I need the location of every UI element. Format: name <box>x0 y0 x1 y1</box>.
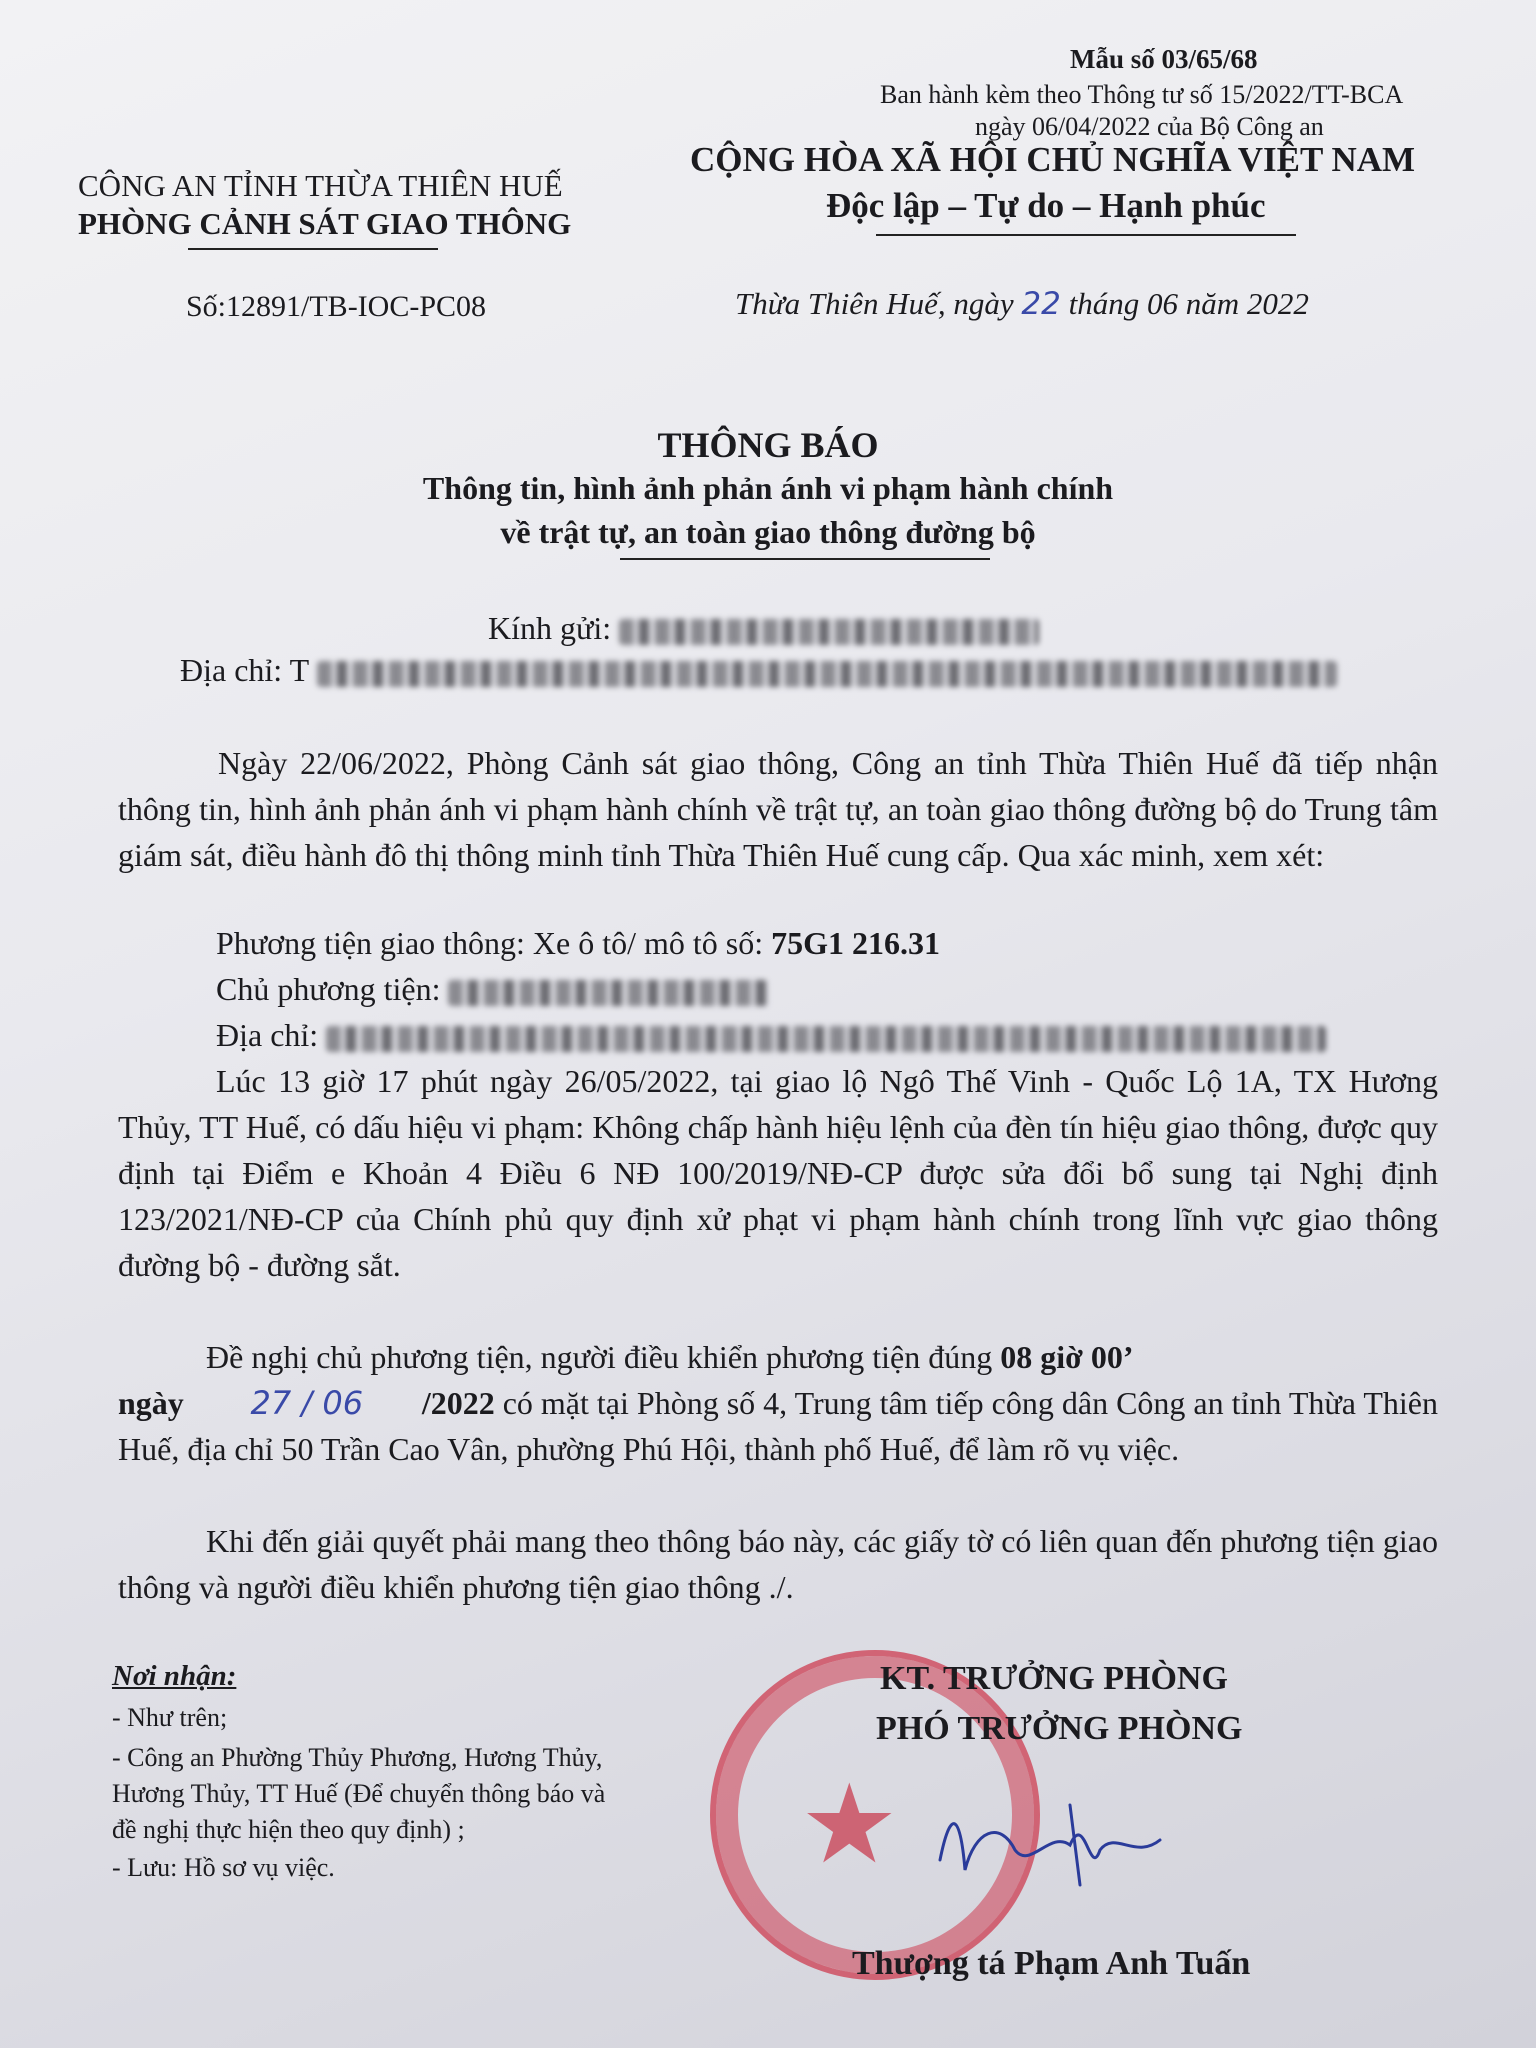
handwritten-day: 22 <box>1021 286 1061 322</box>
summons-year: /2022 <box>421 1385 495 1421</box>
signer-name: Thượng tá Phạm Anh Tuấn <box>852 1945 1251 1982</box>
summons-day-label: ngày <box>118 1385 184 1421</box>
recipient-label: Kính gửi: <box>488 610 612 646</box>
signature-title-1: KT. TRƯỞNG PHÒNG <box>880 1660 1228 1697</box>
motto-underline <box>876 234 1296 236</box>
vehicle-plate: 75G1 216.31 <box>771 925 941 961</box>
recipient-address-line <box>180 652 1337 689</box>
summons-text-a: Đề nghị chủ phương tiện, người điều khiển phương tiện đúng <box>206 1339 1001 1375</box>
handwritten-summons-date: 27 / 06 <box>250 1384 364 1422</box>
vehicle-line <box>216 920 940 966</box>
document-subtitle-1: Thông tin, hình ảnh phản ánh vi phạm hành chính <box>422 470 1114 506</box>
receiver-item: đề nghị thực hiện theo quy định) ; <box>112 1815 465 1844</box>
paragraph-intro: Ngày 22/06/2022, Phòng Cảnh sát giao thông, Công an tỉnh Thừa Thiên Huế đã tiếp nhận thông tin, hình ảnh phản ánh vi phạm hành chính về trật tự, an toàn giao thông đường bộ do Trung tâm giám sát, điều hành đô thị thông minh tỉnh Thừa Thiên Huế cung cấp. Qua xác minh, xem xét: <box>118 745 1438 873</box>
summons-time: 08 giờ 00’ <box>1000 1339 1134 1375</box>
receivers-title: Nơi nhận: <box>112 1660 237 1692</box>
recipient-address-label: Địa chỉ: T <box>180 652 309 688</box>
issued-line-2: ngày 06/04/2022 của Bộ Công an <box>975 112 1324 141</box>
nation-motto: Độc lập – Tự do – Hạnh phúc <box>826 186 1266 225</box>
nation-title: CỘNG HÒA XÃ HỘI CHỦ NGHĨA VIỆT NAM <box>690 140 1416 179</box>
seal-star-icon: ★ <box>800 1760 899 1888</box>
redacted-recipient-address <box>317 661 1337 687</box>
place-date <box>735 286 1309 322</box>
receiver-item: - Công an Phường Thủy Phương, Hương Thủy, <box>112 1743 603 1772</box>
redacted-owner-address <box>326 1026 1326 1052</box>
vehicle-label: Phương tiện giao thông: Xe ô tô/ mô tô số: <box>216 925 772 961</box>
paragraph-requirements: Khi đến giải quyết phải mang theo thông báo này, các giấy tờ có liên quan đến phương tiện giao thông và người điều khiển phương tiện giao thông ./. <box>118 1523 1438 1605</box>
owner-address-line <box>216 1012 1326 1058</box>
org-name-line-1: CÔNG AN TỈNH THỪA THIÊN HUẾ <box>78 168 563 203</box>
place-date-suffix: tháng 06 năm 2022 <box>1060 286 1309 321</box>
org-name-line-2: PHÒNG CẢNH SÁT GIAO THÔNG <box>78 206 572 241</box>
subtitle-underline <box>620 558 990 560</box>
form-number: Mẫu số 03/65/68 <box>1070 44 1258 74</box>
document-number: Số:12891/TB-IOC-PC08 <box>186 290 487 323</box>
document-title: THÔNG BÁO <box>657 425 879 465</box>
paragraph-summons-cont <box>118 1380 1438 1472</box>
paragraph-violation: Lúc 13 giờ 17 phút ngày 26/05/2022, tại giao lộ Ngô Thế Vinh - Quốc Lộ 1A, TX Hương Thủy, TT Huế, có dấu hiệu vi phạm: Không chấp hành hiệu lệnh của đèn tín hiệu giao thông, được quy định tại Điểm e Khoản 4 Điều 6 NĐ 100/2019/NĐ-CP được sửa đổi bổ sung tại Nghị định 123/2021/NĐ-CP của Chính phủ quy định xử phạt vi phạm hành chính trong lĩnh vực giao thông đường bộ - đường sắt. <box>118 1063 1438 1283</box>
receiver-item: Hương Thủy, TT Huế (Để chuyển thông báo và <box>112 1779 606 1808</box>
redacted-owner-name <box>448 980 768 1006</box>
owner-label: Chủ phương tiện: <box>216 971 441 1007</box>
receiver-item: - Như trên; <box>112 1703 228 1732</box>
document-subtitle-2: về trật tự, an toàn giao thông đường bộ <box>500 514 1036 550</box>
paragraph-summons <box>118 1334 1438 1380</box>
signature-title-2: PHÓ TRƯỞNG PHÒNG <box>876 1710 1243 1747</box>
owner-address-label: Địa chỉ: <box>216 1017 319 1053</box>
issued-line-1: Ban hành kèm theo Thông tư số 15/2022/TT-BCA <box>880 80 1404 109</box>
redacted-recipient-name <box>619 619 1039 645</box>
owner-line <box>216 966 768 1012</box>
place-date-prefix: Thừa Thiên Huế, ngày <box>735 286 1022 321</box>
org-underline <box>188 248 438 250</box>
recipient-line <box>488 610 1039 647</box>
handwritten-signature <box>920 1790 1180 1900</box>
summons-text-b: có mặt tại Phòng số 4, Trung tâm tiếp công dân Công an tỉnh Thừa Thiên Huế, địa chỉ 50 Trần Cao Vân, phường Phú Hội, thành phố Huế, để làm rõ vụ việc. <box>118 1385 1439 1467</box>
receiver-item: - Lưu: Hồ sơ vụ việc. <box>112 1853 335 1882</box>
